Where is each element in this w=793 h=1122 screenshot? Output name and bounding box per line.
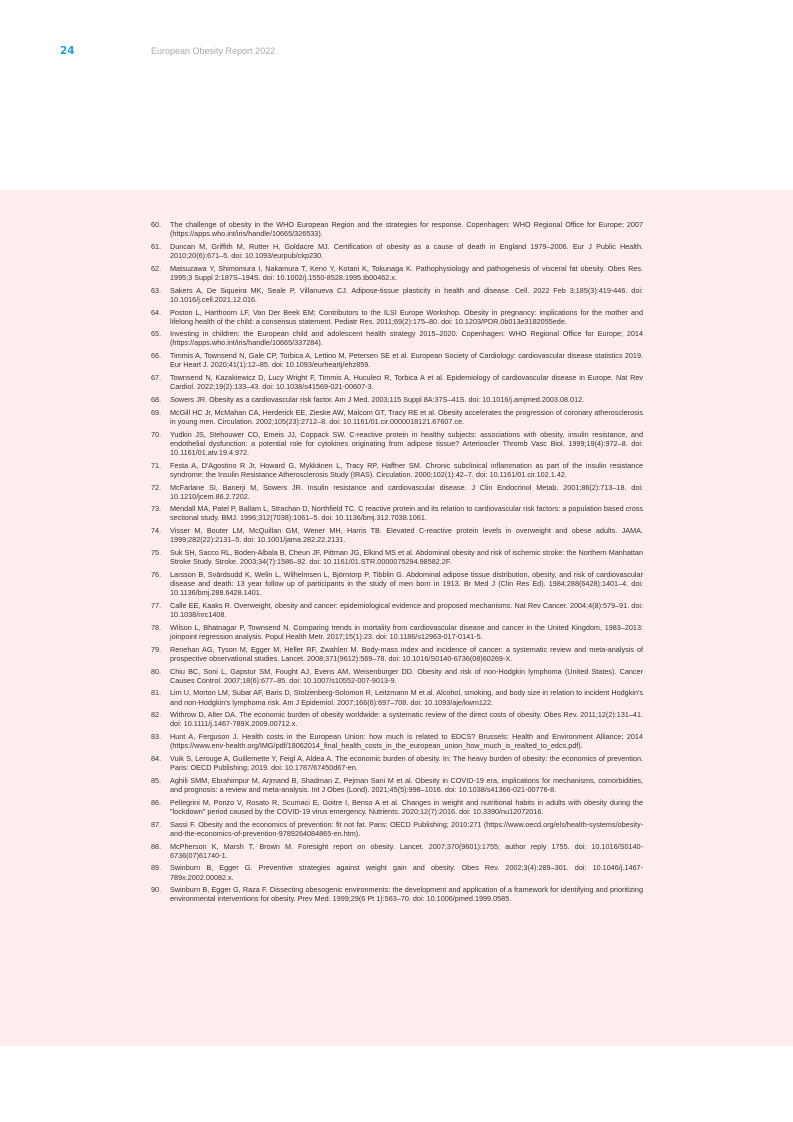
reference-item (151, 329, 643, 347)
reference-text: Renehan AG, Tyson M, Egger M, Heller RF, Zwahlen M. Body-mass index and incidence of cancer: a systematic review and meta-analysis of prospective observational studies. Lancet. 2008;371(9612):569–78. doi: 10.1016/S0140-6736(08)60269-X. (170, 644, 643, 663)
reference-number: 82. (151, 710, 162, 720)
reference-number: 64. (151, 307, 162, 317)
reference-text: Withrow D, Alter DA. The economic burden of obesity worldwide: a systematic review of the direct costs of obesity. Obes Rev. 2011;12(2):131–41. doi: 10.1111/j.1467-789X.2009.00712.x. (170, 710, 643, 729)
reference-item (151, 754, 643, 772)
reference-number: 62. (151, 263, 162, 273)
reference-item (151, 667, 643, 685)
reference-text: Visser M, Bouter LM, McQuillan GM, Wener MH, Harris TB. Elevated C-reactive protein levels in overweight and obese adults. JAMA. 1999;282(22):2131–5. doi: 10.1001/jama.282.22.2131. (170, 526, 643, 545)
page-header (0, 44, 793, 58)
reference-number: 73. (151, 504, 162, 514)
reference-number: 78. (151, 622, 162, 632)
reference-item (151, 286, 643, 304)
reference-item (151, 776, 643, 794)
reference-item (151, 526, 643, 544)
reference-item (151, 688, 643, 706)
reference-number: 86. (151, 797, 162, 807)
reference-text: Lim U, Morton LM, Subar AF, Baris D, Stolzenberg-Solomon R, Leitzmann M et al. Alcohol, smoking, and body size in relation to incident Hodgkin's and non-Hodgkin's lymphoma risk. Am J Epidemiol. 2007;166(6):697–708. doi: 10.1093/aje/kwm122. (170, 688, 643, 707)
reference-number: 85. (151, 775, 162, 785)
reference-text: Swinburn B, Egger G. Preventive strategies against weight gain and obesity. Obes Rev. 2002;3(4):289–301. doi: 10.1046/j.1467-789x.2002.00082.x. (170, 863, 643, 882)
reference-item (151, 863, 643, 881)
reference-item (151, 408, 643, 426)
reference-number: 71. (151, 460, 162, 470)
reference-text: Calle EE, Kaaks R. Overweight, obesity and cancer: epidemiological evidence and proposed mechanisms. Nat Rev Cancer. 2004;4(8):579–91. doi: 10.1038/nrc1408. (170, 600, 643, 620)
reference-number: 84. (151, 754, 162, 764)
reference-number: 80. (151, 666, 162, 676)
reference-text: Vuik S, Lerouge A, Guillemette Y, Feigl A, Aldea A. The economic burden of obesity. In: The heavy burden of obesity: the economics of prevention. Paris: OECD Publishing; 2019. doi: 10.1787/67450d67-en. (170, 754, 643, 773)
reference-item (151, 798, 643, 816)
reference-number: 61. (151, 241, 162, 251)
reference-text: McPherson K, Marsh T, Brown M. Foresight report on obesity. Lancet. 2007;370(9601):1755; author reply 1755. doi: 10.1016/S0140-6736(07)61740-1. (170, 841, 643, 860)
reference-text: Festa A, D'Agostino R Jr, Howard G, Mykkänen L, Tracy RP, Haffner SM. Chronic subclinical inflammation as part of the insulin resistance syndrome: the Insulin Resistance Atherosclerosis Study (IRAS). Circulation. 2000;102(1):42–7. doi: 10.1161/01.cir.102.1.42. (170, 460, 643, 479)
reference-text: Sassi F. Obesity and the economics of prevention: fit not fat. Paris: OECD Publishing; 2010:271 (https://www.oecd.org/els/health-systems/obesity-and-the-economics-of-prevention-9789264084865-en.htm). (170, 819, 643, 838)
reference-text: Wilson L, Bhatnagar P, Townsend N. Comparing trends in mortality from cardiovascular disease and cancer in the United Kingdom, 1983–2013: joinpoint regression analysis. Popul Health Metr. 2017;15(1):23. doi: 10.1186/s12963-017-0141-5. (170, 622, 643, 641)
reference-number: 68. (151, 395, 162, 404)
reference-text: Duncan M, Griffith M, Rutter H, Goldacre MJ. Certification of obesity as a cause of death in England 1979–2006. Eur J Public Health. 2010;20(6):671–5. doi: 10.1093/eurpub/ckp230. (170, 241, 643, 260)
reference-number: 77. (151, 600, 162, 610)
running-title: European Obesity Report 2022 (151, 46, 276, 56)
reference-item (151, 570, 643, 597)
page-number: 24 (60, 45, 75, 57)
reference-item (151, 351, 643, 369)
reference-item (151, 373, 643, 391)
reference-item (151, 623, 643, 641)
references-panel (0, 190, 793, 1046)
reference-item (151, 308, 643, 326)
reference-number: 67. (151, 373, 162, 383)
reference-number: 81. (151, 688, 162, 698)
reference-text: Poston L, Harthoorn LF, Van Der Beek EM; Contributors to the ILSI Europe Workshop. Obesity in pregnancy: implications for the mother and lifelong health of the child: a consensus statement. Pediatr Res. 2011;69(2):175–80. doi: 10.1203/PDR.0b013e3182055ede. (170, 307, 643, 326)
reference-item (151, 220, 643, 238)
reference-number: 79. (151, 644, 162, 654)
reference-item (151, 264, 643, 282)
reference-text: Investing in children: the European child and adolescent health strategy 2015–2020. Copenhagen: WHO Regional Office for Europe; 2014 (https://apps.who.int/iris/handle/10665/337284). (170, 329, 643, 348)
reference-item (151, 548, 643, 566)
reference-text: Aghili SMM, Ebrahimpur M, Arjmand B, Shadman Z, Pejman Sani M et al. Obesity in COVID-19 era, implications for mechanisms, comorbidities, and prognosis: a review and meta-analysis. Int J Obes (Lond). 2021;45(5):998–1016. doi: 10.1038/s41366-021-00776-8. (170, 775, 643, 795)
reference-number: 63. (151, 285, 162, 295)
reference-item (151, 842, 643, 860)
reference-number: 88. (151, 841, 162, 851)
reference-text: Sowers JR. Obesity as a cardiovascular risk factor. Am J Med. 2003;115 Suppl 8A:37S–41S. doi: 10.1016/j.amjmed.2003.08.012. (170, 395, 585, 404)
reference-number: 83. (151, 732, 162, 742)
reference-item (151, 430, 643, 457)
reference-text: McGill HC Jr, McMahan CA, Herderick EE, Zieske AW, Malcom GT, Tracy RE et al. Obesity accelerates the progression of coronary atherosclerosis in young men. Circulation. 2002;105(23):2712–8. doi: 10.1161/01.cir.0000018121.67607.ce. (170, 407, 643, 426)
reference-text: Yudkin JS, Stehouwer CD, Emeis JJ, Coppack SW. C-reactive protein in healthy subjects: associations with obesity, insulin resistance, and endothelial dysfunction: a potential role for cytokines originating from adipose tissue? Arterioscler Thromb Vasc Biol. 1999;19(4):972–8. doi: 10.1161/01.atv.19.4.972. (170, 429, 643, 457)
reference-item (151, 710, 643, 728)
reference-item (151, 601, 643, 619)
reference-number: 75. (151, 548, 162, 558)
reference-item (151, 395, 643, 404)
reference-number: 74. (151, 526, 162, 536)
reference-number: 60. (151, 220, 162, 229)
reference-item (151, 461, 643, 479)
reference-text: McFarlane SI, Banerji M, Sowers JR. Insulin resistance and cardiovascular disease. J Clin Endocrinol Metab. 2001;86(2):713–18. doi: 10.1210/jcem.86.2.7202. (170, 482, 643, 501)
reference-text: Sakers A, De Siqueira MK, Seale P, Villanueva CJ. Adipose-tissue plasticity in health and disease. Cell. 2022 Feb 3;185(3):419-446. doi: 10.1016/j.cell.2021.12.016. (170, 285, 643, 304)
reference-item (151, 820, 643, 838)
reference-text: Mendall MA, Patel P, Ballam L, Strachan D, Northfield TC. C reactive protein and its relation to cardiovascular risk factors: a population based cross sectional study. BMJ. 1996;312(7038):1061–5. doi: 10.1136/bmj.312.7038.1061. (170, 504, 643, 523)
reference-text: Matsuzawa Y, Shimomura I, Nakamura T, Keno Y, Kotani K, Tokunaga K. Pathophysiology and pathogenesis of visceral fat obesity. Obes Res. 1995;3 Suppl 2:187S–194S. doi: 10.1002/j.1550-8528.1995.tb00462.x. (170, 263, 643, 282)
reference-text: Suk SH, Sacco RL, Boden-Albala B, Cheun JF, Pittman JG, Elkind MS et al. Abdominal obesity and risk of ischemic stroke: the Northern Manhattan Stroke Study. Stroke. 2003;34(7):1586–92. doi: 10.1161/01.STR.0000075294.98582.2F. (170, 548, 643, 567)
reference-text: Swinburn B, Egger G, Raza F. Dissecting obesogenic environments: the development and application of a framework for identifying and prioritizing environmental interventions for obesity. Prev Med. 1999;29(6 Pt 1):563–70. doi: 10.1006/pmed.1999.0585. (170, 885, 643, 904)
reference-text: Timmis A, Townsend N, Gale CP, Torbica A, Lettino M, Petersen SE et al. European Society of Cardiology: cardiovascular disease statistics 2019. Eur Heart J. 2020;41(1):12–85. doi: 10.1093/eurheartj/ehz859. (170, 351, 643, 370)
reference-item (151, 242, 643, 260)
reference-number: 90. (151, 885, 162, 895)
reference-number: 72. (151, 482, 162, 492)
reference-list (151, 220, 643, 907)
reference-number: 89. (151, 863, 162, 873)
reference-item (151, 645, 643, 663)
reference-text: Chiu BC, Soni L, Gapstur SM, Fought AJ, Evens AM, Weisenburger DD. Obesity and risk of non-Hodgkin lymphoma (United States). Cancer Causes Control. 2007;18(6):677–85. doi: 10.1007/s10552-007-9013-9. (170, 666, 643, 685)
reference-item (151, 885, 643, 903)
reference-number: 65. (151, 329, 162, 339)
reference-number: 76. (151, 570, 162, 579)
reference-text: Pellegrini M, Ponzo V, Rosato R, Scumaci E, Goitre I, Benso A et al. Changes in weight and nutritional habits in adults with obesity during the "lockdown" period caused by the COVID-19 virus emergency. Nutrients. 2020;12(7):2016. doi: 10.3390/nu12072016. (170, 797, 643, 816)
reference-number: 87. (151, 819, 162, 829)
reference-item (151, 732, 643, 750)
reference-text: Townsend N, Kazakiewicz D, Lucy Wright F, Timmis A, Huculeci R, Torbica A et al. Epidemiology of cardiovascular disease in Europe. Nat Rev Cardiol. 2022;19(2):133–43. doi: 10.1038/s41569-021-00607-3. (170, 373, 643, 392)
reference-item (151, 504, 643, 522)
reference-text: The challenge of obesity in the WHO European Region and the strategies for response. Copenhagen: WHO Regional Office for Europe; 2007 (https://apps.who.int/iris/handle/10665/326533). (170, 220, 643, 239)
reference-item (151, 483, 643, 501)
reference-text: Hunt A, Ferguson J. Health costs in the European Union: how much is related to EDCS? Brussels: Health and Environment Alliance; 2014 (https://www.env-health.org/IMG/pdf/18062014_final_health_costs_in_the_european_union_how_much_is_realted_to_edcs.pdf). (170, 732, 643, 751)
reference-number: 69. (151, 407, 162, 417)
reference-number: 70. (151, 429, 162, 439)
reference-number: 66. (151, 351, 162, 361)
reference-text: Larsson B, Svärdsudd K, Welin L, Wilhelmsen L, Björntorp P, Tibblin G. Abdominal adipose tissue distribution, obesity, and risk of cardiovascular disease and death: 13 year follow up of participants in the study of men born in 1913. Br Med J (Clin Res Ed). 1984;288(6428):1401–4. doi: 10.1136/bmj.288.6428.1401. (170, 570, 643, 598)
